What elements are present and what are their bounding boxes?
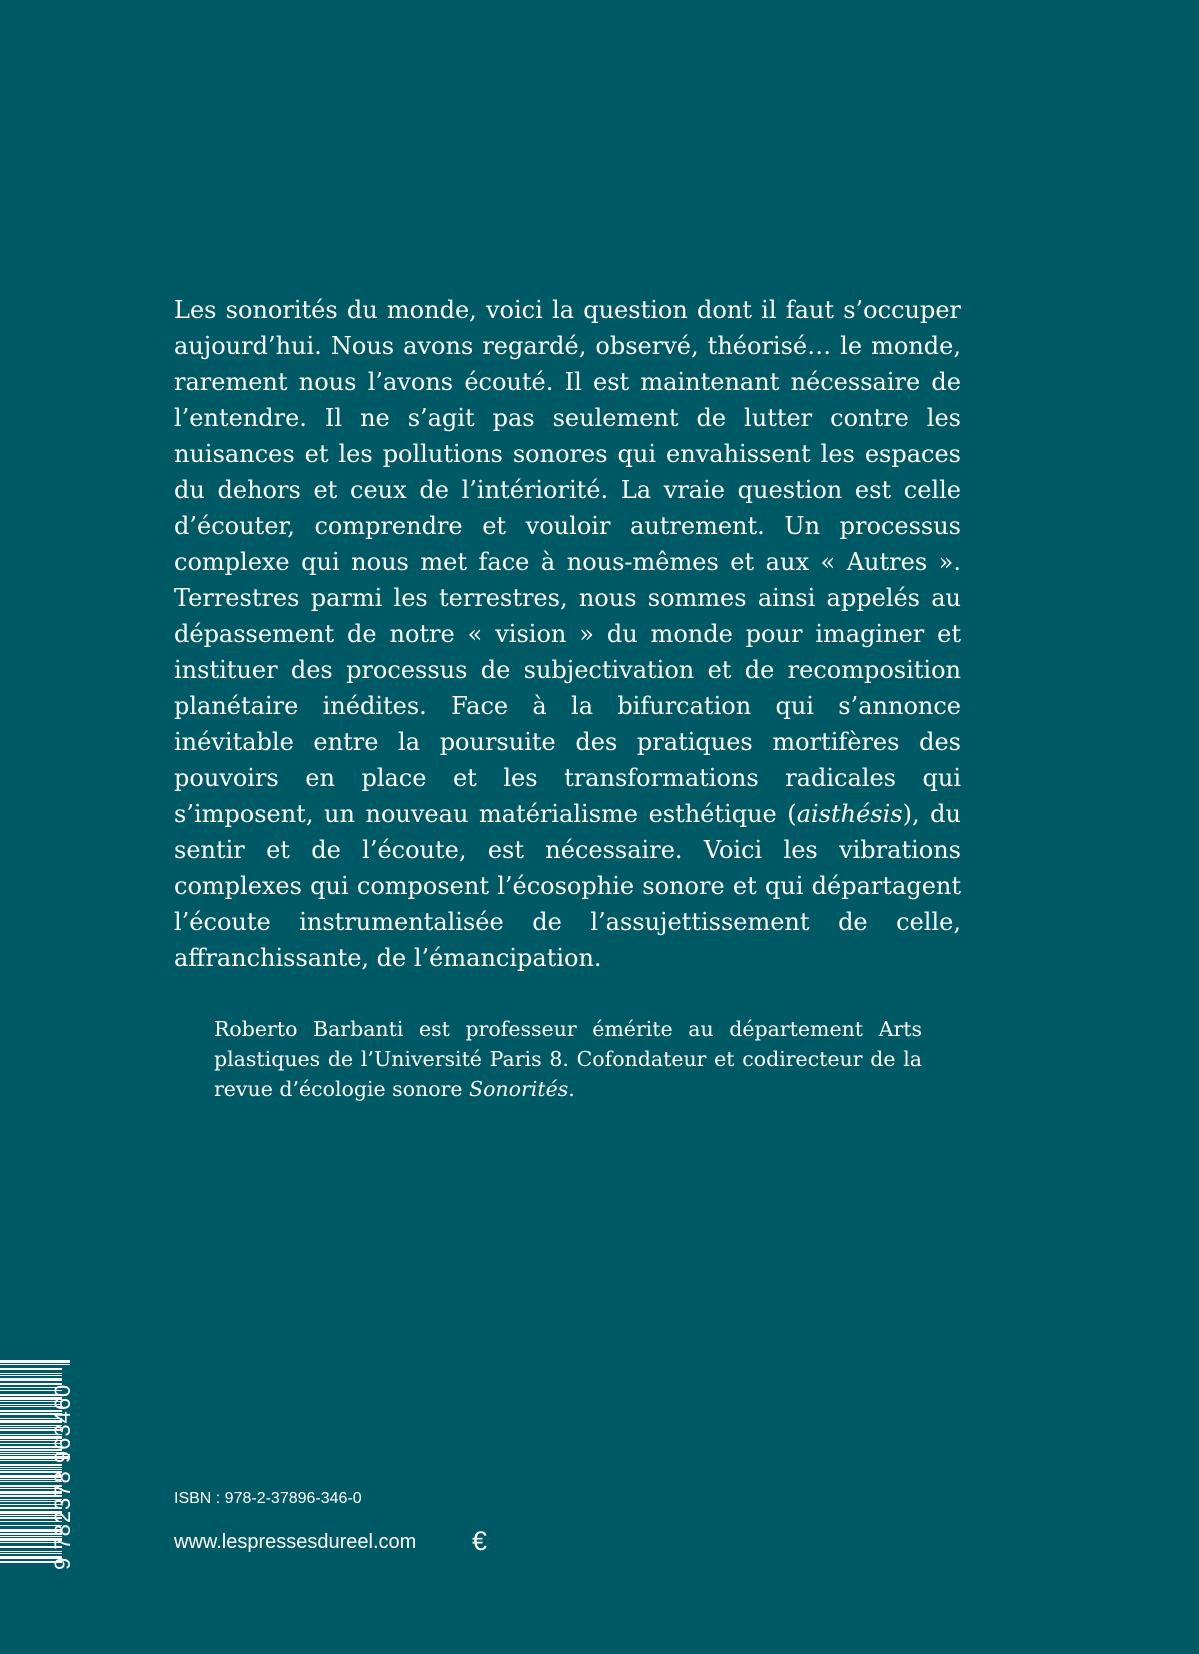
barcode-bar: [0, 1368, 62, 1370]
barcode-bar: [0, 1375, 62, 1376]
barcode-bar: [0, 1364, 70, 1365]
author-bio: [214, 1014, 922, 1104]
publisher-website[interactable]: www.lespressesdureel.com: [174, 1531, 417, 1553]
bio-emphasis-journal: Sonorités: [469, 1077, 569, 1101]
barcode-bar: [0, 1378, 62, 1381]
blurb-text-2: ), du sentir et de l’écoute, est nécessaire. Voici les vibrations complexes qui composent l’écosophie sonore et qui départagent l’écoute instrumentalisée de l’assujettissement de celle, affranchissante, de l’émancipation.: [174, 800, 962, 972]
book-blurb: [174, 292, 961, 976]
bio-text-2: .: [568, 1077, 575, 1101]
isbn: ISBN : 978-2-37896-346-0: [174, 1490, 362, 1507]
euro-symbol: €: [472, 1526, 488, 1556]
blurb-text-1: Les sonorités du monde, voici la question dont il faut s’occuper aujourd’hui. Nous avons regardé, observé, théorisé… le monde, rarement nous l’avons écouté. Il est maintenant nécessaire de l’entendre. Il ne s’agit pas seulement de lutter contre les nuisances et les pollutions sonores qui envahissent les espaces du dehors et ceux de l’intériorité. La vraie question est celle d’écouter, comprendre et vouloir autrement. Un processus complexe qui nous met face à nous-mêmes et aux « Autres ». Terrestres parmi les terrestres, nous sommes ainsi appelés au dépassement de notre « vision » du monde pour imaginer et instituer des processus de subjectivation et de recomposition planétaire inédites. Face à la bifurcation qui s’annonce inévitable entre la poursuite des pratiques mortifères des pouvoirs en place et les transformations radicales qui s’imposent, un nouveau matérialisme esthétique (: [174, 296, 961, 828]
barcode-bar: [0, 1360, 70, 1363]
barcode-number: 9 782378 963460: [50, 1383, 75, 1570]
barcode-bar: [0, 1373, 62, 1374]
blurb-emphasis-aisthesis: aisthésis: [796, 800, 903, 828]
bio-text-1: Roberto Barbanti est professeur émérite au département Arts plastiques de l’Université Paris 8. Cofondateur et codirecteur de la revue d’écologie sonore: [214, 1017, 922, 1101]
